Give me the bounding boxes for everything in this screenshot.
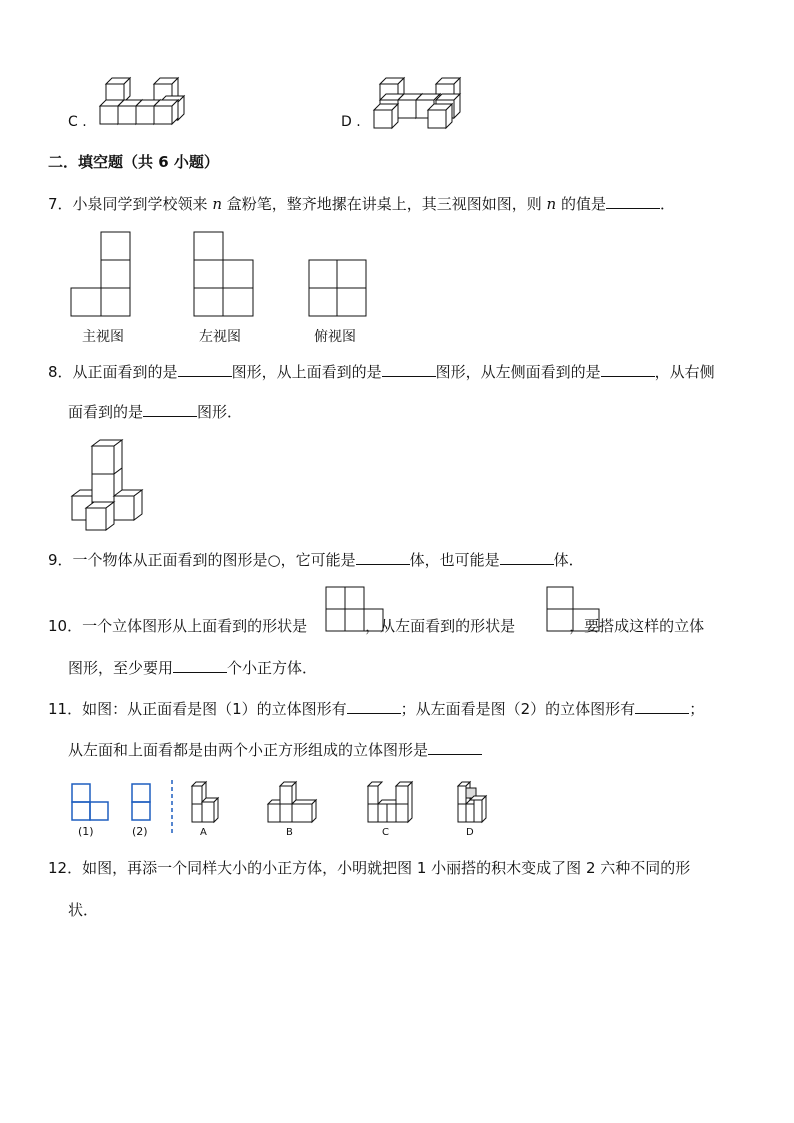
question-8-line-1 — [48, 362, 715, 382]
question-12-line-1 — [48, 858, 690, 878]
q11-blank-1[interactable] — [347, 699, 401, 714]
section-title: 二．填空题（共 6 小题） — [48, 153, 219, 171]
q8-blank-3[interactable] — [601, 362, 655, 377]
q10-text-b: ，从左面看到的形状是 — [365, 617, 516, 635]
option-d-label: D . — [341, 114, 361, 130]
cube — [154, 100, 178, 124]
q7-text-b: 盒粉笔，整齐地摞在讲桌上，其三视图如图，则 — [222, 195, 547, 213]
q10-text-a: 一个立体图形从上面看到的形状是 — [82, 617, 308, 635]
q8-text-d: ，从右侧 — [654, 363, 715, 381]
q7-front-view-caption: 主视图 — [82, 329, 124, 345]
q7-end: ． — [660, 195, 676, 213]
q8-line2-text-b: 图形． — [197, 403, 243, 421]
q10-line2-text-b: 个小正方体． — [227, 659, 318, 677]
q10-left-view-figure — [546, 586, 602, 632]
q11-blank-3[interactable] — [428, 740, 482, 755]
question-7 — [48, 194, 675, 214]
q11-label-b: B — [286, 827, 293, 838]
question-11-line-2 — [68, 740, 482, 760]
q7-var-1: n — [212, 195, 222, 213]
q11-text-c: ； — [689, 700, 705, 718]
q11-label-a: A — [200, 827, 207, 838]
q11-number: 11． — [48, 700, 83, 718]
q11-label-2: (2) — [132, 825, 148, 838]
q10-blank[interactable] — [173, 658, 227, 673]
q11-text-b: ；从左面看是图（2）的立体图形有 — [400, 700, 636, 718]
question-10-line-2 — [68, 658, 317, 678]
q7-top-view — [308, 259, 368, 317]
q7-number: 7． — [48, 195, 73, 213]
question-11-line-1 — [48, 699, 704, 719]
q8-text-c: 图形，从左侧面看到的是 — [435, 363, 601, 381]
q11-label-c: C — [382, 827, 389, 838]
q8-cube-stack-figure — [68, 438, 146, 532]
q8-blank-2[interactable] — [382, 362, 436, 377]
q8-number: 8． — [48, 363, 73, 381]
cube — [428, 104, 452, 128]
q7-answer-blank[interactable] — [606, 194, 660, 209]
q9-text-c: 体． — [553, 551, 584, 569]
q11-blank-2[interactable] — [635, 699, 689, 714]
q8-text-b: 图形，从上面看到的是 — [231, 363, 382, 381]
q9-blank-2[interactable] — [500, 550, 554, 565]
q7-left-view — [193, 231, 255, 317]
q11-text-a: 如图：从正面看是图（1）的立体图形有 — [82, 700, 347, 718]
question-12-line-2 — [68, 900, 98, 920]
q7-top-view-caption: 俯视图 — [314, 329, 356, 345]
q8-blank-4[interactable] — [143, 402, 197, 417]
q7-text-a: 小泉同学到学校领来 — [72, 195, 213, 213]
q10-top-view-figure — [325, 586, 385, 632]
option-d-cubes-figure — [370, 76, 462, 132]
cube — [106, 78, 130, 102]
q9-text-b: 体，也可能是 — [409, 551, 500, 569]
q12-line2-text: 状． — [68, 901, 99, 919]
q9-text-a: 一个物体从正面看到的图形是○，它可能是 — [72, 551, 356, 569]
q11-label-d: D — [466, 827, 474, 838]
q7-text-c: 的值是 — [556, 195, 606, 213]
q8-line2-text-a: 面看到的是 — [68, 403, 144, 421]
q12-number: 12． — [48, 859, 83, 877]
q11-label-1: (1) — [78, 825, 94, 838]
q8-text-a: 从正面看到的是 — [72, 363, 178, 381]
question-8-line-2 — [68, 402, 242, 422]
q12-text-a: 如图，再添一个同样大小的小正方体，小明就把图 1 小丽搭的积木变成了图 2 六种不同的形 — [82, 859, 691, 877]
q9-number: 9． — [48, 551, 73, 569]
q10-line2-text-a: 图形，至少要用 — [68, 659, 174, 677]
q11-line2-text: 从左面和上面看都是由两个小正方形组成的立体图形是 — [68, 741, 429, 759]
q7-var-2: n — [546, 195, 557, 213]
q7-front-view — [70, 231, 132, 317]
option-c-label: C . — [68, 114, 87, 130]
q10-number: 10． — [48, 617, 83, 635]
q7-left-view-caption: 左视图 — [199, 329, 241, 345]
q8-blank-1[interactable] — [178, 362, 232, 377]
q10-text-c: ，要搭成这样的立体 — [569, 617, 705, 635]
option-c-cubes-figure — [96, 76, 188, 132]
q9-blank-1[interactable] — [356, 550, 410, 565]
cube — [374, 104, 398, 128]
question-9 — [48, 550, 584, 570]
